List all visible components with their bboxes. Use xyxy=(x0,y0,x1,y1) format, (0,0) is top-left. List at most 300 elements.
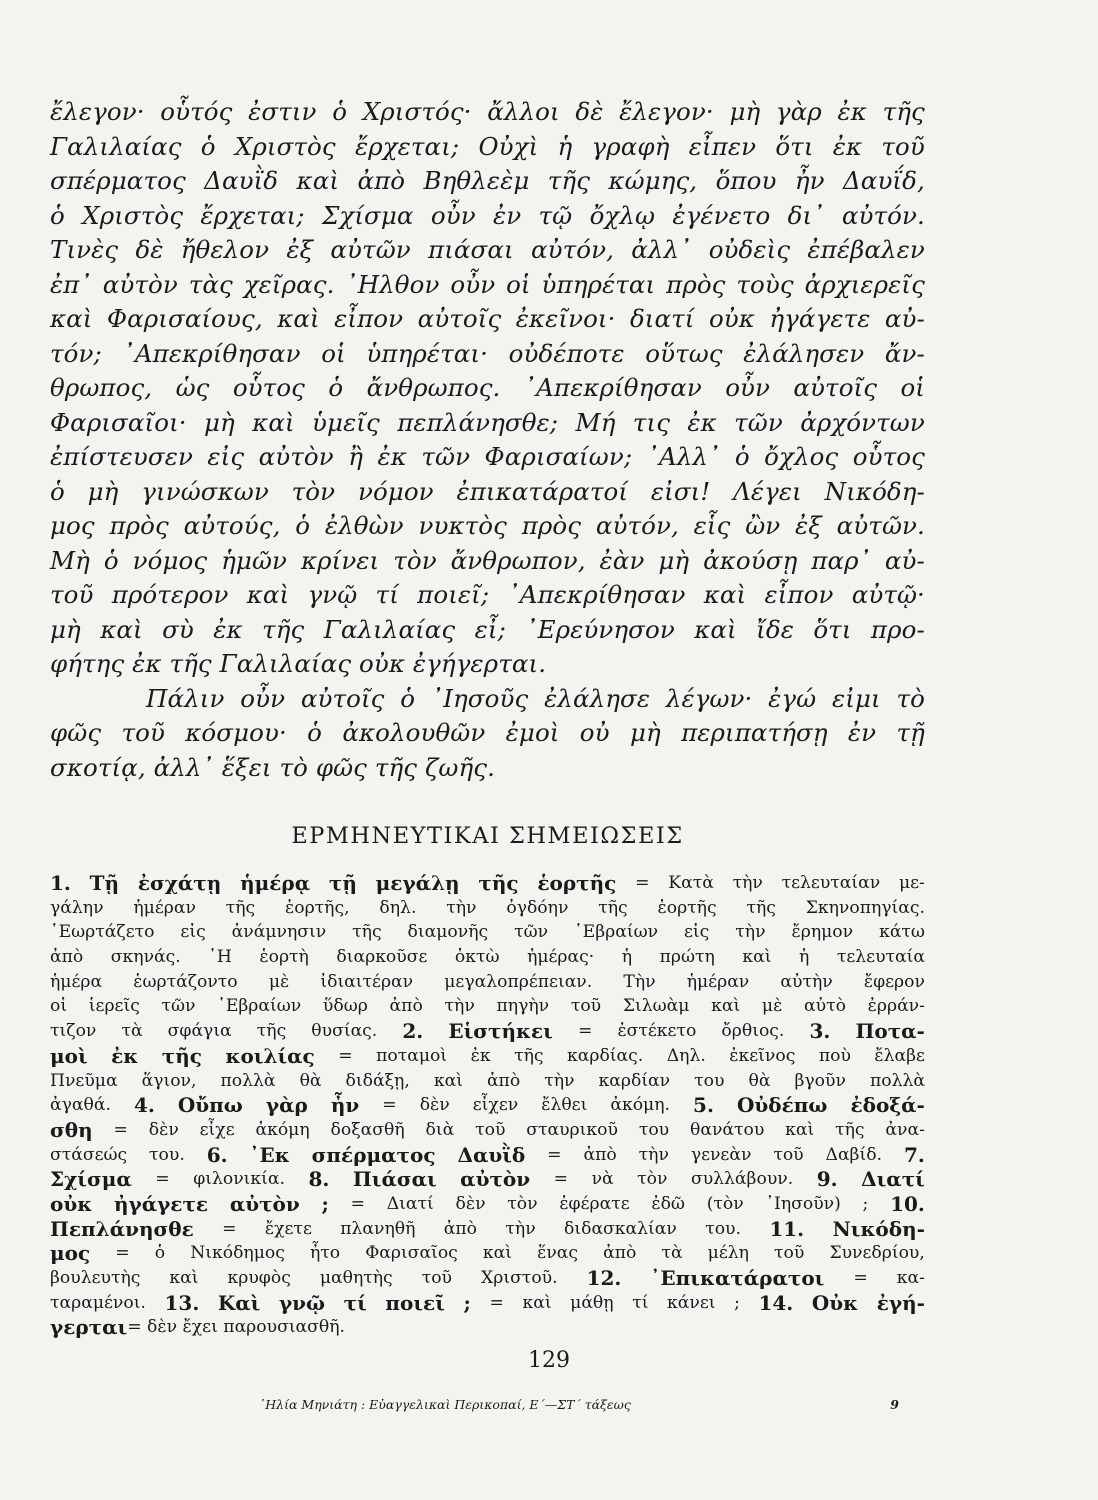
word: Βηθλεὲμ xyxy=(423,166,530,195)
word: ὁ xyxy=(50,476,65,506)
note-term-word: ποιεῖ xyxy=(385,1290,445,1315)
note-text: = δὲν ἔχει παρουσιασθῆ. xyxy=(127,1317,346,1338)
note-term-word: Εἱστήκει xyxy=(448,1019,553,1044)
word: ᾿Ιησοῦν) xyxy=(765,1193,841,1214)
note-term-word: Οὐδέπω xyxy=(736,1093,828,1118)
word: ἦν xyxy=(794,166,825,195)
word: καὶ xyxy=(711,996,741,1017)
word: ἀπὸ xyxy=(603,1243,637,1264)
note-line xyxy=(50,1019,925,1044)
word: δὲν xyxy=(419,1095,450,1116)
note-term-word: 1. xyxy=(50,871,71,895)
note-term-word: Δαυῒδ xyxy=(457,1142,526,1167)
word: πηγὴν xyxy=(496,996,550,1017)
note-line xyxy=(50,1241,925,1266)
text-line xyxy=(50,682,925,717)
word: ἡμέρας· xyxy=(527,947,595,968)
word: ὁ xyxy=(328,373,344,402)
word: τοῦ xyxy=(475,1119,506,1140)
word: ἐκεῖνοι· xyxy=(515,304,616,333)
text-line xyxy=(50,164,925,199)
note-term-word: 4. xyxy=(133,1093,155,1118)
word: = xyxy=(382,1095,397,1116)
note-line xyxy=(50,1266,925,1291)
word: καὶ xyxy=(246,580,290,609)
word: ἴδε xyxy=(756,614,794,644)
word: συλλάβουν. xyxy=(690,1169,794,1190)
word: τοῦ xyxy=(121,718,165,747)
word: ἀρχιερεῖς xyxy=(804,269,925,299)
word: μὴ xyxy=(629,718,661,747)
note-term: γερται xyxy=(50,1315,128,1340)
word: γὰρ xyxy=(775,97,822,126)
word: ἑορτῆς, xyxy=(285,897,350,918)
word: οὖν xyxy=(450,269,496,299)
note-term-word: 11. xyxy=(769,1216,805,1241)
word: οὐ xyxy=(579,718,610,747)
note-term-word: 13. xyxy=(164,1290,200,1315)
word: Σκηνοπηγίας. xyxy=(805,897,925,918)
word: δὲν xyxy=(455,1193,486,1214)
word: ἐξ xyxy=(795,511,822,540)
word: ἔφερον xyxy=(863,971,925,992)
word: Φαρισαῖοι· xyxy=(50,407,187,437)
note-term-word: γνῷ xyxy=(278,1290,326,1315)
word: τῆς xyxy=(882,97,925,126)
word: τὸν xyxy=(393,545,437,575)
word: μέλη xyxy=(707,1243,749,1264)
word: Φαρισαῖος xyxy=(365,1243,458,1264)
word: νὰ xyxy=(591,1169,614,1190)
word: τῆς xyxy=(262,614,305,644)
note-line xyxy=(50,1291,925,1316)
word: ἐκ xyxy=(470,1045,491,1066)
explanatory-notes xyxy=(50,871,925,1340)
word: Δηλ. xyxy=(666,1045,706,1066)
word: τὴν xyxy=(505,1218,536,1239)
word: ἡμῶν xyxy=(221,545,288,575)
word: ἦτο xyxy=(309,1243,341,1264)
word: αὐτῷ· xyxy=(851,580,925,609)
word: ἐγένετο xyxy=(672,200,771,230)
word: εἰσι! xyxy=(650,476,711,506)
text-line xyxy=(50,199,925,234)
word: αὐτῶν. xyxy=(836,511,925,540)
word: ἀπὸ xyxy=(486,1070,521,1091)
word: ἐκ xyxy=(832,131,863,161)
word: γινώσκων xyxy=(141,476,269,506)
word: τοῦ xyxy=(570,996,602,1017)
word: ἐφέρατε xyxy=(559,1193,630,1214)
word: ἐλάλησεν xyxy=(743,338,865,368)
note-term-word: μεγάλῃ xyxy=(375,871,460,895)
note-term-word: σθη xyxy=(50,1117,93,1142)
word: Συνεδρίου, xyxy=(829,1243,925,1264)
word: = xyxy=(553,1169,569,1190)
text-line xyxy=(50,509,925,544)
word: πολλὰ xyxy=(869,1070,925,1091)
word: Πάλιν xyxy=(146,683,225,713)
note-term-word: Πεπλάνησθε xyxy=(50,1216,194,1241)
word: οἱ xyxy=(506,269,531,299)
word: ὅπου xyxy=(715,166,777,195)
note-term-word: ἐκ xyxy=(111,1043,139,1068)
word: οὖν xyxy=(240,683,286,713)
word: ἐκ xyxy=(213,614,243,644)
word: δι᾿ xyxy=(787,200,825,230)
gospel-text xyxy=(50,95,925,785)
word: τιζον xyxy=(50,1021,97,1042)
word: κόσμου· xyxy=(185,718,287,747)
word: νόμον xyxy=(357,476,434,506)
word: τῆς xyxy=(225,897,256,918)
word: φῶς xyxy=(50,718,102,747)
word: ἐπ᾿ xyxy=(50,269,92,299)
word: του xyxy=(694,1070,725,1091)
word: αὐ- xyxy=(884,304,925,333)
note-line xyxy=(50,896,925,921)
word: ἐπέβαλεν xyxy=(807,235,925,264)
note-term-word: Οὐκ xyxy=(811,1290,859,1315)
word: σὺ xyxy=(162,614,194,644)
note-line xyxy=(50,1118,925,1143)
word: = xyxy=(155,1169,170,1190)
word: πρὸς xyxy=(109,511,169,540)
note-term-word: ἐδοξά- xyxy=(850,1093,925,1118)
word: ὁ xyxy=(295,511,311,540)
word: αὐτὸ xyxy=(804,996,846,1017)
word: καρδίαν xyxy=(598,1070,671,1091)
word: πεπλάνησθε; xyxy=(397,407,559,437)
note-term-word: 14. xyxy=(758,1290,794,1315)
word: ἐξ xyxy=(286,235,314,264)
word: τὴν xyxy=(544,1070,575,1091)
footer xyxy=(259,1397,899,1412)
word: Τινὲς xyxy=(50,235,119,264)
word: Δαυΐδ, xyxy=(843,166,925,195)
note-term-word: ἑορτῆς xyxy=(537,871,617,895)
word: διατί xyxy=(629,304,695,333)
word: τὸν xyxy=(507,1193,538,1214)
word: γραφὴ xyxy=(591,131,670,161)
word: ἐκεῖνος xyxy=(729,1045,796,1066)
word: ᾿Ηλθον xyxy=(345,269,440,299)
word: αὐ- xyxy=(884,545,925,575)
word: τὰς xyxy=(188,269,233,299)
word: τῆς xyxy=(598,897,628,918)
word: οὐδεὶς xyxy=(708,235,791,264)
word: μὴ xyxy=(658,545,690,575)
word: πολλὰ xyxy=(220,1070,276,1091)
word: ἔλεγον· xyxy=(50,97,145,126)
word: ἔλεγον· xyxy=(619,97,714,126)
word: βγοῦν xyxy=(794,1070,846,1091)
word: δὲν xyxy=(148,1119,179,1140)
word: ὕδωρ xyxy=(322,996,368,1017)
word: = xyxy=(113,1119,128,1140)
word: καὶ xyxy=(785,1119,815,1140)
word: ἄλλοι xyxy=(487,97,560,126)
word: ὢν xyxy=(745,511,781,540)
note-term-word: 6. xyxy=(206,1142,228,1167)
word: ᾿Ιησοῦς xyxy=(430,683,529,713)
word: αὐτοῖς xyxy=(417,304,502,333)
word: με- xyxy=(898,873,925,893)
word: ἐκ xyxy=(687,407,717,437)
word: ὑμεῖς xyxy=(312,407,380,437)
word: ἀνάμνησιν xyxy=(231,922,327,943)
note-line xyxy=(50,994,925,1019)
word: ἐκ xyxy=(377,442,407,471)
word: ἐπικατάρατοί xyxy=(456,476,629,506)
word: κάνει xyxy=(667,1292,716,1313)
word: ἔλαβε xyxy=(874,1045,925,1066)
word: ὁ xyxy=(307,718,323,747)
note-term-word: 8. xyxy=(308,1167,330,1192)
word: τὴν xyxy=(735,922,766,943)
word: οὐκ xyxy=(708,304,755,333)
word: εἰς xyxy=(684,922,710,943)
word: λέγων· xyxy=(665,683,753,713)
word: ὁ xyxy=(332,97,348,126)
word: τί xyxy=(375,580,399,609)
word: ἑωρτάζοντο xyxy=(133,971,238,992)
word: τὴν xyxy=(732,873,763,893)
word: ἕνας xyxy=(537,1243,578,1264)
word: αὐτόν. xyxy=(841,200,925,230)
text-line xyxy=(50,406,925,441)
word: ᾿Απεκρίθησαν xyxy=(122,338,301,368)
note-term-word: ἡμέρᾳ xyxy=(240,871,311,895)
note-term-word: ἠγάγετε xyxy=(113,1191,209,1216)
word: τῶν xyxy=(421,442,471,471)
word: θρωπος, xyxy=(50,373,153,402)
word: τοῦ xyxy=(50,580,94,609)
word: Μή xyxy=(575,407,616,437)
word: ἀκόμη. xyxy=(610,1095,670,1116)
word: ἄν- xyxy=(884,338,925,368)
word: ἔλθει xyxy=(541,1095,588,1116)
word: τὰ xyxy=(121,1021,143,1042)
note-term-word: 12. xyxy=(586,1266,622,1290)
word: ἡ xyxy=(621,947,633,968)
note-term-word: ἐγή- xyxy=(876,1290,925,1315)
note-term-word: Οὔπω xyxy=(177,1093,243,1118)
word: οἱ xyxy=(900,373,925,402)
word: νυκτὸς xyxy=(418,511,507,540)
word: τῇ xyxy=(896,718,925,747)
text-line xyxy=(50,475,925,510)
word: μὴ xyxy=(729,97,761,126)
word: = xyxy=(577,1021,593,1042)
word: σκηνάς. xyxy=(110,947,181,968)
note-term-word: Τῇ xyxy=(89,871,120,895)
word: οὖν xyxy=(430,200,476,230)
word: ἐμοὶ xyxy=(505,718,560,747)
word: νόμος xyxy=(132,545,208,575)
note-term-word: τί xyxy=(343,1290,367,1315)
word: ἡ xyxy=(799,947,810,968)
word: καὶ xyxy=(169,1268,199,1288)
note-line xyxy=(50,1217,925,1242)
word: οὕτως xyxy=(645,338,723,368)
word: ἐρράν- xyxy=(867,996,925,1017)
word: τῶν xyxy=(514,922,549,943)
word: τόν; xyxy=(50,338,102,368)
word: καὶ xyxy=(694,614,737,644)
note-term-word: τῇ xyxy=(328,871,357,895)
word: μάθῃ xyxy=(570,1292,614,1313)
word: Κατὰ xyxy=(668,873,714,893)
note-term-word: Πιάσαι xyxy=(352,1167,437,1192)
word: ὁ xyxy=(200,131,216,161)
word: τῆς xyxy=(835,1119,865,1140)
word: οὖν xyxy=(725,373,771,402)
word: τὸν xyxy=(637,1169,668,1190)
word: ἀκολουθῶν xyxy=(342,718,486,747)
word: δοξασθῆ xyxy=(330,1119,405,1140)
text-line xyxy=(50,613,925,648)
word: τοῦ xyxy=(774,1243,805,1264)
word: ἀπὸ xyxy=(443,1218,478,1239)
word: Χριστὸς xyxy=(234,131,336,161)
word: του xyxy=(638,1119,670,1140)
word: ἡμέρα xyxy=(50,971,103,992)
word: (τὸν xyxy=(706,1193,744,1214)
text-line: φήτης ἐκ τῆς Γαλιλαίας οὐκ ἐγήγερται. xyxy=(50,649,547,678)
note-line xyxy=(50,1069,925,1094)
word: ποταμοὶ xyxy=(376,1045,448,1066)
word: ὀγδόην xyxy=(506,897,569,918)
word: Γαλιλαίας xyxy=(50,131,182,161)
note-term-word: Διατί xyxy=(861,1167,925,1192)
word: κρίνει xyxy=(300,545,380,575)
word: εἰμι xyxy=(832,683,881,713)
word: = xyxy=(350,1193,366,1214)
word: καὶ xyxy=(482,1243,512,1264)
word: τὰ xyxy=(661,1243,683,1264)
note-term-word: αὐτὸν xyxy=(229,1191,300,1216)
word: τοῦ xyxy=(421,1268,452,1288)
note-term-word: Σχίσμα xyxy=(50,1167,132,1192)
word: καὶ xyxy=(742,947,772,968)
word: ἀγαθά. xyxy=(50,1095,111,1116)
word: οὗτος xyxy=(852,442,925,471)
word: θὰ xyxy=(299,1070,322,1091)
word: καὶ xyxy=(703,580,747,609)
note-term-word: μοὶ xyxy=(50,1043,88,1068)
word: οἱ xyxy=(50,996,68,1017)
text-line xyxy=(50,544,925,579)
word: τοὺς xyxy=(736,269,794,299)
word: Νικόδημος xyxy=(190,1243,285,1264)
word: ὑπηρέται xyxy=(541,269,656,299)
word: αὐτόν, xyxy=(595,511,679,540)
word: ἐν xyxy=(847,718,877,747)
word: μος xyxy=(50,511,95,540)
word: ἀπὸ xyxy=(357,166,406,195)
note-line xyxy=(50,1143,925,1168)
word: ἀρχόντων xyxy=(800,407,925,437)
word: = xyxy=(635,873,650,893)
section-heading: ΕΡΜΗΝΕΥΤΙΚΑΙ ΣΗΜΕΙΩΣΕΙΣ xyxy=(291,823,684,849)
word: εἶχε xyxy=(199,1119,235,1140)
word: ἅγιον, xyxy=(141,1070,197,1091)
text-line xyxy=(50,371,925,406)
word: φιλονικία. xyxy=(193,1169,285,1190)
word: ἐλθὼν xyxy=(324,511,404,540)
word: ῾Εβραίων xyxy=(217,996,302,1017)
word: αὐτοῖς xyxy=(300,683,385,713)
note-term-word: τῆς xyxy=(161,1043,202,1068)
word: καὶ xyxy=(100,614,143,644)
word: ἑορτὴ xyxy=(259,947,309,968)
word: ἄνθρωπος. xyxy=(366,373,501,402)
word: δὲ xyxy=(575,97,604,126)
word: τὸ xyxy=(896,683,925,713)
word: θανάτου xyxy=(689,1119,765,1140)
word: αὐτούς, xyxy=(183,511,281,540)
word: οὐδέποτε xyxy=(508,338,625,368)
word: ὅτι xyxy=(813,614,852,644)
word: ῾Εβραίων xyxy=(574,922,659,943)
note-line xyxy=(50,970,925,995)
note-term-word: 7. xyxy=(903,1142,925,1167)
word: ἰδιαιτέραν xyxy=(320,971,414,992)
note-line xyxy=(50,1044,925,1069)
word: τῆς xyxy=(514,1045,544,1066)
word: ἔχετε xyxy=(264,1218,312,1239)
word: ῾Η xyxy=(208,947,232,968)
note-term-word: οὐκ xyxy=(50,1191,93,1216)
note-line xyxy=(50,1093,925,1118)
word: μὲ xyxy=(268,971,290,992)
note-term-word: ; xyxy=(463,1290,471,1315)
word: Μὴ xyxy=(50,545,90,575)
word: αὐτοῖς xyxy=(793,373,878,402)
word: = xyxy=(222,1218,237,1239)
word: ἐλάλησε xyxy=(544,683,651,713)
word: ἄνθρωπον, xyxy=(450,545,586,575)
word: στάσεώς xyxy=(50,1144,128,1165)
word: ποιεῖ; xyxy=(417,580,490,609)
word: ἐπίστευσεν xyxy=(50,442,193,471)
word: ὄρθιος. xyxy=(721,1021,785,1042)
word: ἱερεῖς xyxy=(88,996,140,1017)
word: καὶ xyxy=(50,304,93,333)
note-term-word: ᾿Εκ xyxy=(249,1142,290,1167)
word: ἡ xyxy=(557,131,573,161)
word: καὶ xyxy=(522,1292,552,1313)
word: Δαβίδ. xyxy=(825,1144,883,1165)
word: αὐτῶν xyxy=(330,235,411,264)
word: Χριστὸς xyxy=(82,200,184,230)
word: θυσίας. xyxy=(311,1021,378,1042)
text-line xyxy=(50,440,925,475)
word: τοῦ xyxy=(881,131,925,161)
word: δὲ xyxy=(135,235,164,264)
word: εἶπον xyxy=(764,580,834,609)
note-term-word: μος xyxy=(50,1241,91,1266)
note-line xyxy=(50,920,925,945)
word: ἐστέκετο xyxy=(617,1021,697,1042)
note-term-word: Ποτα- xyxy=(855,1019,925,1044)
word: τὸν xyxy=(291,476,336,506)
word: ἀνα- xyxy=(885,1119,925,1140)
word: σπέρματος xyxy=(50,166,186,195)
word: αὐτόν, xyxy=(530,235,614,264)
word: ἤθελον xyxy=(180,235,270,264)
